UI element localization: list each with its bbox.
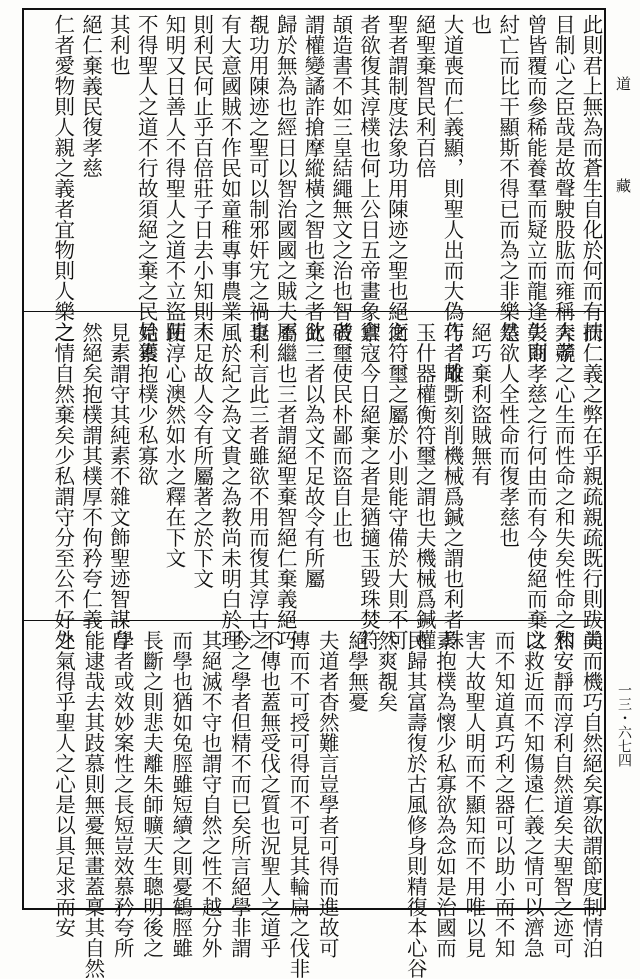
text-column: 此則君上無為而蒼生自化於何而有扶 <box>579 14 603 342</box>
text-column: 大道喪而仁義顯，則聖人出而大偽作，故 <box>440 14 464 383</box>
text-column: 學者或效妙案性之長短豈效慕矜夸所 <box>110 630 135 958</box>
text-column: 巧者雕斲刻削機械爲鍼之謂也利者珠 <box>440 322 464 650</box>
text-column: 頡造書不如三皇結繩無文之治也智者 <box>328 14 353 342</box>
text-column: 然爽覩矣 <box>373 630 398 712</box>
text-column: 今之學者但精不而已矣所言絕學非謂 <box>227 630 252 958</box>
text-column: 長斷之則悲夫離朱師曠天生聰明後之 <box>139 630 164 958</box>
text-column: 失則孝慈之行何由而有今使絕而棄之 <box>523 322 548 650</box>
text-column: 禦寇今日絕棄之者是猶擿玉毀珠焚符 <box>356 322 381 650</box>
text-column: 以救近而不知傷遠仁義之情可以濟急 <box>520 630 545 958</box>
text-column: 歸於無為也經日以智治國國之賊夫不 <box>273 14 298 342</box>
text-column: 見素抱樸少私寡欲 <box>134 322 159 486</box>
text-column: 不得聖人之道不行故須絕之棄之民始獲 <box>134 14 159 363</box>
text-column: 之情自然棄矣少私謂守分至公不好外 <box>50 322 75 650</box>
margin-title: 道 藏 <box>614 76 632 229</box>
text-column: 知明又日善人不得聖人之道不立盜跖 <box>162 14 186 342</box>
text-column: 曾皆覆而參稀能養羣而疑立而龍逢彰商 <box>523 14 548 363</box>
margin-page-number: 一三・六七四 <box>616 683 632 767</box>
text-column: 絕聖棄智民利百倍 <box>412 14 437 178</box>
text-column: 見素謂守其純素不雜文飾聖迹智謀自 <box>106 322 131 650</box>
text-column: 謂權變譎詐搶摩縱橫之智也棄之者欲 <box>301 14 325 342</box>
text-column: 其利也 <box>106 14 131 76</box>
text-column: 屬繼也三者謂絕聖棄智絕仁棄義絕巧 <box>273 322 298 650</box>
text-column: 目制心之臣哉是故聲駛股肱而雍稱大孝 <box>551 14 576 363</box>
text-column: 民歸其富壽復於古風修身則精復本心谷 <box>403 630 428 979</box>
text-column: 絕巧棄利盜賊無有 <box>467 322 492 486</box>
text-column: 夫道者杳然難言豈學者可得而進故可 <box>315 630 340 958</box>
text-column: 聖者謂制度法象功用陳迹之聖也絕之 <box>384 14 409 342</box>
text-column: 棄利言此三者雖欲不用而復其淳古之 <box>245 322 270 650</box>
text-column: 然安靜而淳利自然道矣夫聖智之迹可 <box>549 630 574 958</box>
text-column: 之氣得乎聖人之心是以具足求而安 <box>51 630 76 938</box>
text-column: 素抱樸為懷少私寡欲為念如是治國而 <box>432 630 457 958</box>
text-column: 玉什器權衡符璽之謂也夫機械爲鍼權 <box>412 322 437 650</box>
text-column: 使淳心澳然如水之釋在下文 <box>162 322 186 568</box>
text-column: 則利民何止乎百倍莊子日去小知則大 <box>189 14 214 342</box>
text-column: 傳而不可授可得而不可見其輪扁之伐非 <box>286 630 310 979</box>
text-column: 者欲復其淳樸也何上公日五帝畫象倉 <box>356 14 381 342</box>
text-column: 而不知道真巧利之器可以助小而不知 <box>491 630 516 958</box>
text-column: 其絕滅不守也謂守自然之性不越分外 <box>198 630 223 958</box>
text-column: 能逮哉去其跂慕則無憂無畫蓋稟其自然 <box>80 630 105 979</box>
text-column: 害大故聖人明而不顯知而不用唯以見 <box>461 630 486 958</box>
text-column: 絕學無憂 <box>344 630 369 712</box>
text-column: 不足故人令有所屬著之於下文 <box>189 322 214 589</box>
text-column: 美而機巧自然絕矣寡欲謂節度制情泊 <box>579 630 603 958</box>
text-column: 風於紀之為文貴之為教尚未明白於理 <box>217 322 242 650</box>
text-column: 覩功用陳迹之聖可以制邪奸宄之禍也 <box>245 14 270 342</box>
text-column: 而仁義之弊在乎親疏親疏既行則跋尚 <box>579 322 603 650</box>
text-column: 衡符璽之屬於小則能守備於大則不可 <box>384 322 409 650</box>
text-column: 不傳也蓋無受伐之質也況聖人之道乎 <box>256 630 281 958</box>
text-column: 此三者以為文不足故令有所屬 <box>301 322 325 589</box>
text-column: 而學也猶如兔脛雖短續之則憂鶴脛雖 <box>168 630 193 958</box>
text-column: 仁者愛物則人親之義者宜物則人樂之 <box>50 14 75 342</box>
text-column: 是欲人全性命而復孝慈也 <box>495 322 520 548</box>
text-column: 有大意國賊不作民如童稚專事農業 <box>217 14 242 322</box>
text-column: 破璽使民朴鄙而盜自止也 <box>328 322 353 548</box>
text-column: 紂亡而比干顯斯不得已而為之非樂然 <box>495 14 520 342</box>
text-column: 然絕矣抱樸謂其樸厚不佝矜夸仁義 <box>78 322 103 630</box>
text-column: 也 <box>467 14 492 35</box>
text-column: 奔競之心生而性命之和失矣性命之和 <box>551 322 576 650</box>
text-column: 絕仁棄義民復孝慈 <box>78 14 103 178</box>
